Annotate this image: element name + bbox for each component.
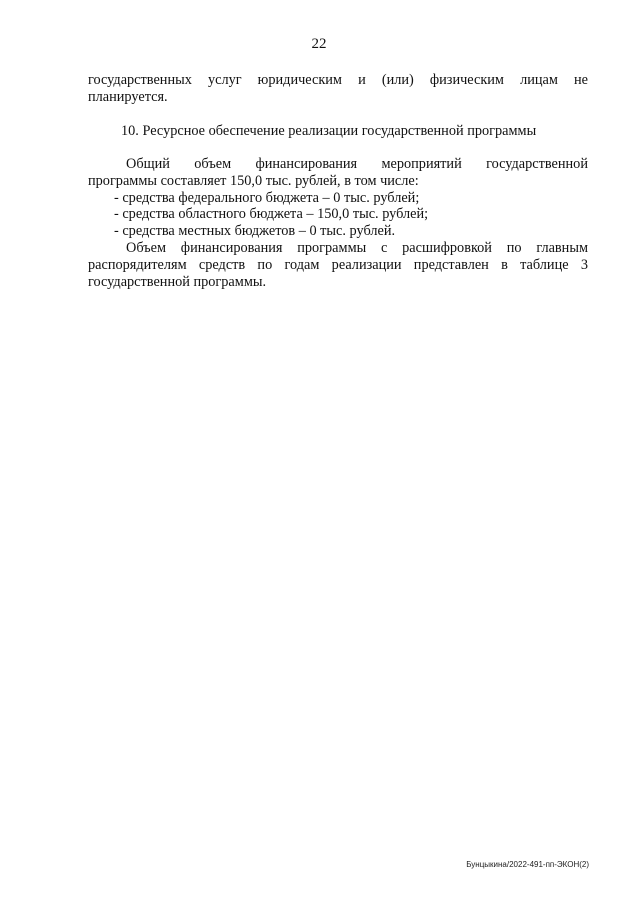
intro-line-2: планируется. (88, 88, 168, 105)
financing-paragraph (88, 156, 588, 290)
funding-item-local: - средства местных бюджетов – 0 тыс. рублей. (114, 223, 396, 240)
distribution-line-2: распорядителям средств по годам реализации представлен в таблице 3 (88, 256, 588, 273)
intro-line-1: государственных услуг юридическим и (или) физическим лицам не (88, 72, 588, 88)
distribution-line-1: Объем финансирования программы с расшифровкой по главным (126, 239, 588, 256)
funding-item-federal: - средства федерального бюджета – 0 тыс. рублей; (114, 189, 420, 206)
section-heading: 10. Ресурсное обеспечение реализации государственной программы (121, 123, 537, 139)
intro-paragraph (88, 72, 588, 106)
funding-item-regional: - средства областного бюджета – 150,0 тыс. рублей; (114, 206, 429, 223)
distribution-line-3: государственной программы. (88, 273, 267, 290)
page-number: 22 (311, 36, 327, 52)
financing-line-2: программы составляет 150,0 тыс. рублей, в том числе: (88, 172, 419, 189)
document-registry-code: Бунцыкина/2022-491-пп-ЭКОН(2) (466, 860, 589, 869)
financing-line-1: Общий объем финансирования мероприятий государственной (126, 156, 588, 172)
